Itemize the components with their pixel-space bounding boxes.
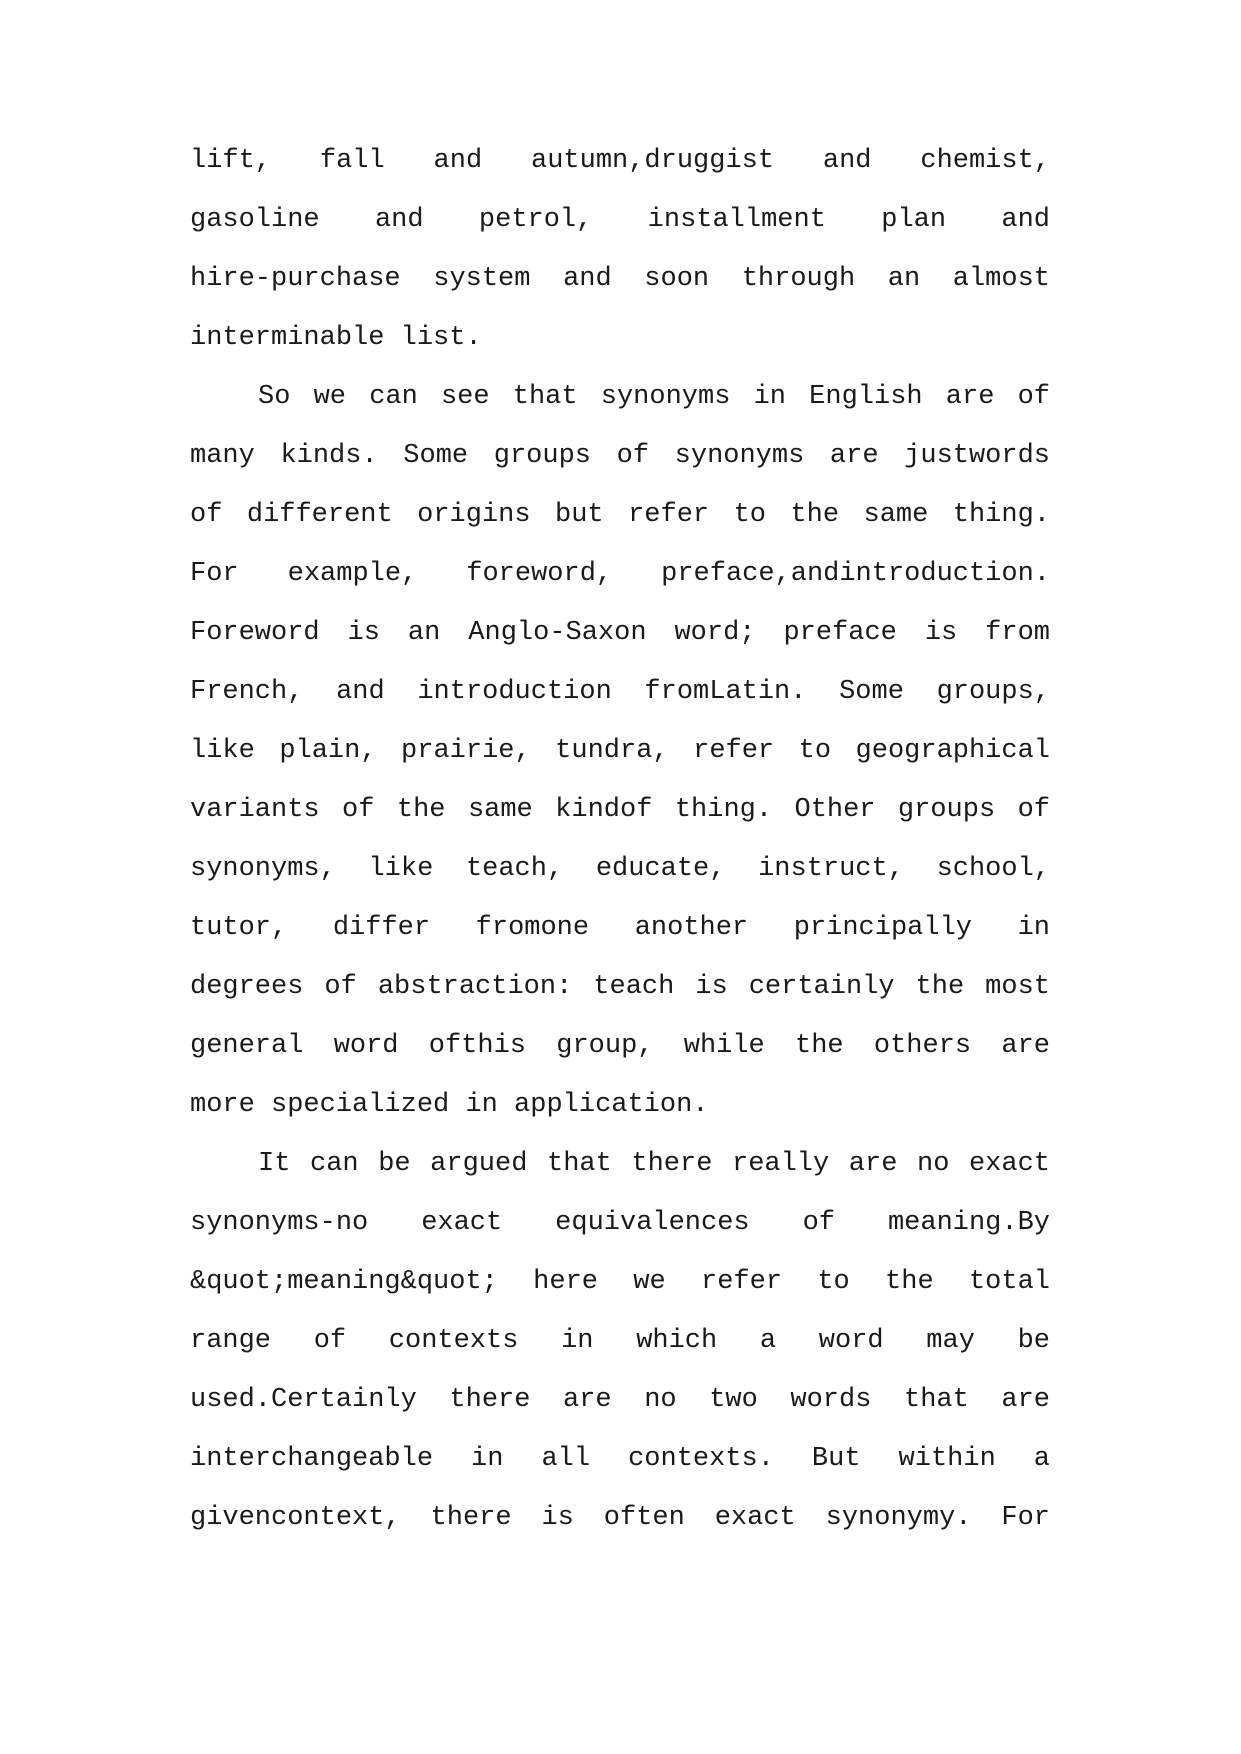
text-line: givencontext, there is often exact synonymy. For <box>190 1503 1050 1533</box>
text-line: tutor, differ fromone another principally in <box>190 913 1050 943</box>
text-line: synonyms, like teach, educate, instruct, school, <box>190 854 1050 884</box>
text-line: So we can see that synonyms in English are of <box>258 382 1050 412</box>
text-line: For example, foreword, preface,andintroduction. <box>190 559 1050 589</box>
text-line: gasoline and petrol, installment plan and <box>190 205 1050 235</box>
text-line: like plain, prairie, tundra, refer to geographical <box>190 736 1050 766</box>
text-line: French, and introduction fromLatin. Some groups, <box>190 677 1050 707</box>
text-line: hire-purchase system and soon through an almost <box>190 264 1050 294</box>
text-line: synonyms-no exact equivalences of meaning.By <box>190 1208 1050 1238</box>
text-line: more specialized in application. <box>190 1090 709 1120</box>
text-line: interchangeable in all contexts. But within a <box>190 1444 1050 1474</box>
text-line: Foreword is an Anglo-Saxon word; preface is from <box>190 618 1050 648</box>
text-line: many kinds. Some groups of synonyms are justwords <box>190 441 1050 471</box>
text-line: &quot;meaning&quot; here we refer to the total <box>190 1267 1050 1297</box>
text-line: range of contexts in which a word may be <box>190 1326 1050 1356</box>
text-block <box>190 132 1050 1548</box>
text-line: used.Certainly there are no two words that are <box>190 1385 1050 1415</box>
text-line: interminable list. <box>190 323 482 353</box>
text-line: lift, fall and autumn,druggist and chemist, <box>190 146 1050 176</box>
text-line: general word ofthis group, while the others are <box>190 1031 1050 1061</box>
text-line: of different origins but refer to the same thing. <box>190 500 1050 530</box>
text-line: It can be argued that there really are no exact <box>258 1149 1050 1179</box>
text-line: variants of the same kindof thing. Other groups of <box>190 795 1050 825</box>
text-line: degrees of abstraction: teach is certainly the most <box>190 972 1050 1002</box>
